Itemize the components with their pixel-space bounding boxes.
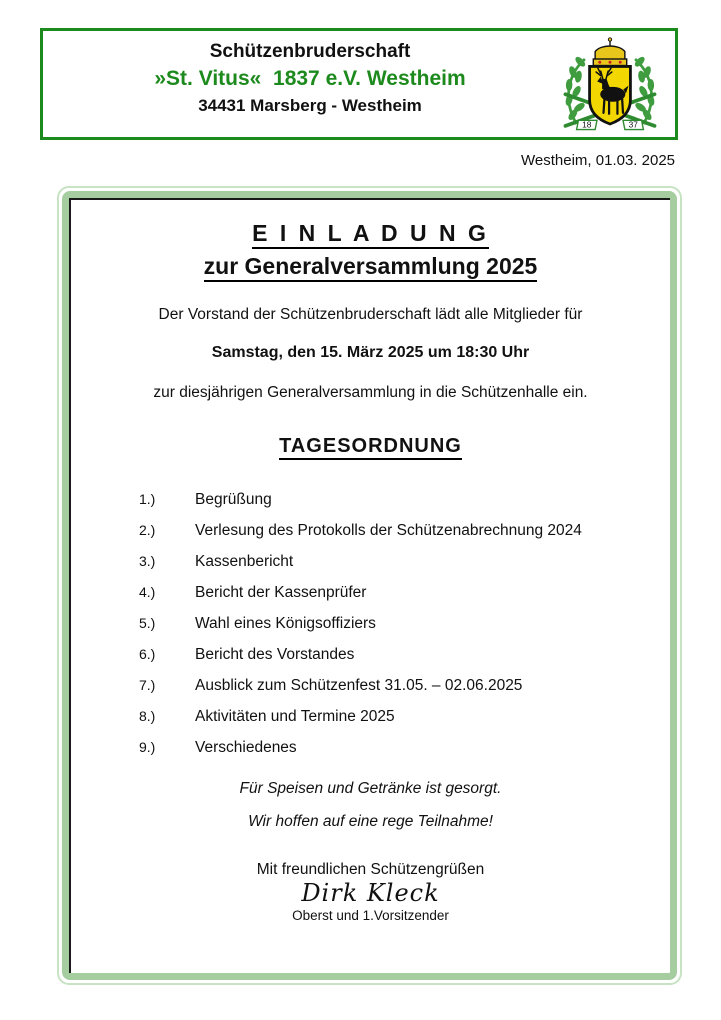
header-box: [40, 28, 678, 140]
banner-year-left: 18: [582, 119, 592, 130]
agenda-item-number: 8.): [139, 708, 156, 724]
invitation-title: [71, 220, 670, 247]
club-name-block: [55, 41, 565, 116]
crown-icon: [593, 38, 626, 66]
agenda-item: [71, 491, 670, 509]
agenda-item: [71, 522, 670, 540]
invitation-frame: [57, 186, 682, 985]
invitation-content: [69, 198, 670, 973]
agenda-item-number: 1.): [139, 491, 156, 507]
agenda-item-number: 7.): [139, 677, 156, 693]
agenda-item: [71, 677, 670, 695]
club-name-line: Schützenbruderschaft: [209, 41, 411, 62]
agenda-item: [71, 553, 670, 571]
agenda-item-number: 3.): [139, 553, 156, 569]
club-title-line: »St. Vitus« 1837 e.V. Westheim: [154, 67, 466, 90]
agenda-item: [71, 646, 670, 664]
agenda-item-text: Wahl eines Königsoffiziers: [195, 615, 376, 632]
invitation-title-text: E I N L A D U N G: [252, 220, 489, 249]
agenda-heading: [71, 435, 670, 458]
club-address-line: 34431 Marsberg - Westheim: [198, 96, 422, 115]
banner-year-right: 37: [628, 119, 638, 130]
agenda-item-number: 6.): [139, 646, 156, 662]
agenda-item-text: Begrüßung: [195, 491, 272, 508]
intro-paragraph-2: zur diesjährigen Generalversammlung in die Schützenhalle ein.: [153, 384, 588, 401]
signature-role: Oberst und 1.Vorsitzender: [292, 908, 449, 923]
agenda-item-text: Ausblick zum Schützenfest 31.05. – 02.06.2025: [195, 677, 523, 694]
date-line: Westheim, 01.03. 2025: [521, 152, 675, 169]
invitation-subtitle: [71, 253, 670, 280]
intro-paragraph-1: Der Vorstand der Schützenbruderschaft lädt alle Mitglieder für: [158, 306, 583, 323]
agenda-item: [71, 708, 670, 726]
agenda-item: [71, 584, 670, 602]
agenda-item-number: 4.): [139, 584, 156, 600]
agenda-item: [71, 739, 670, 757]
invitation-subtitle-text: zur Generalversammlung 2025: [204, 253, 538, 282]
agenda-item-number: 5.): [139, 615, 156, 631]
closing-line-2: Wir hoffen auf eine rege Teilnahme!: [248, 813, 493, 830]
agenda-item-text: Verschiedenes: [195, 739, 297, 756]
regards-line: Mit freundlichen Schützengrüßen: [256, 861, 485, 878]
closing-line-1: Für Speisen und Getränke ist gesorgt.: [239, 780, 502, 797]
agenda-item-text: Bericht des Vorstandes: [195, 646, 355, 663]
invitation-frame-inner: [62, 191, 677, 980]
intro-date-line: Samstag, den 15. März 2025 um 18:30 Uhr: [211, 344, 530, 361]
agenda-item-number: 2.): [139, 522, 156, 538]
agenda-item-number: 9.): [139, 739, 156, 755]
agenda-item-text: Aktivitäten und Termine 2025: [195, 708, 395, 725]
agenda-item: [71, 615, 670, 633]
club-crest-icon: [551, 33, 669, 137]
agenda-item-text: Verlesung des Protokolls der Schützenabrechnung 2024: [195, 522, 582, 539]
agenda-list: [71, 491, 670, 757]
agenda-item-text: Bericht der Kassenprüfer: [195, 584, 367, 601]
shield-icon: [590, 66, 631, 124]
agenda-item-text: Kassenbericht: [195, 553, 294, 570]
agenda-heading-text: TAGESORDNUNG: [279, 435, 462, 460]
signature-name: Dirk Kleck: [301, 879, 440, 907]
